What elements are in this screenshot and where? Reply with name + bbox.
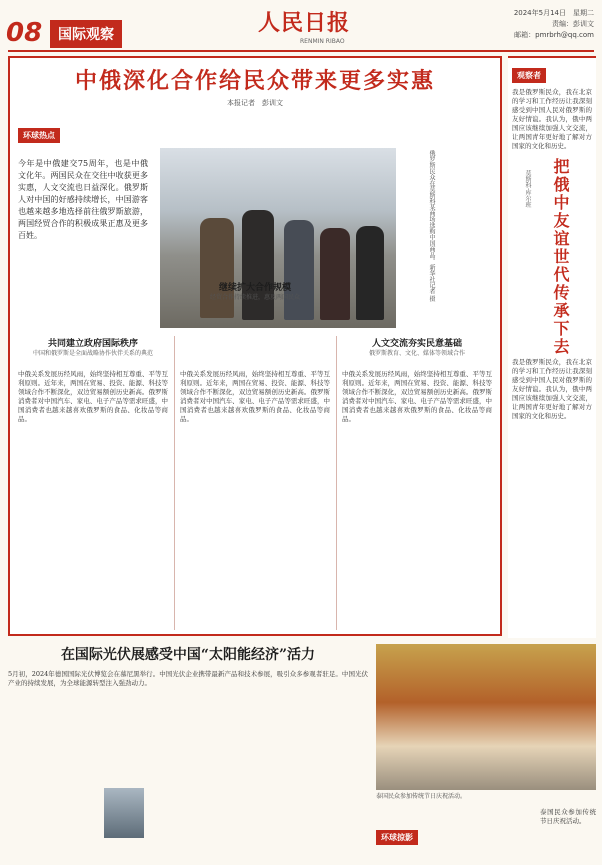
commentary-column <box>508 56 596 638</box>
page-number: 08 <box>6 18 43 48</box>
column-divider <box>174 336 175 630</box>
small-photo <box>104 788 144 838</box>
commentary-title: 把俄中友谊世代传承下去 <box>551 158 570 356</box>
main-byline: 本报记者 彭训文 <box>227 99 283 107</box>
festival-caption: 泰国民众参加传统节日庆祝活动。 <box>376 793 467 800</box>
commentary-body: 我是俄罗斯民众，我在北京的学习和工作经历让我深刻感受到中国人民对俄罗斯的友好情谊。我认为，俄中两国应该继续加强人文交流，让两国青年更好地了解对方国家的文化和历史。 <box>512 358 592 420</box>
subhead-1: 共同建立政府国际秩序 <box>47 339 138 349</box>
header-rule <box>8 50 594 52</box>
newspaper-logo: 人民日报 <box>258 10 351 36</box>
column-1-text: 中俄关系发展历经风雨，始终坚持相互尊重、平等互利原则。近年来，两国在贸易、投资、能源、科技等领域合作不断深化，双边贸易额创历史新高。俄罗斯消费者对中国汽车、家电、电子产品等需求旺盛，中国消费者也越来越喜欢俄罗斯的食品、化妆品等商品。 <box>18 370 168 423</box>
lower-article-text: 5月初，2024年德国国际光伏博览会在慕尼黑举行。中国光伏企业携带最新产品和技术参展，吸引众多参观者驻足。中国光伏产业的持续发展，为全球能源转型注入强劲动力。 <box>8 670 368 687</box>
editor-name: 责编：彭训文 <box>552 20 594 28</box>
main-headline: 中俄深化合作给民众带来更多实惠 <box>74 68 435 94</box>
subhead-3: 人文交流夯实民意基础 <box>371 339 462 349</box>
commentary-tag: 观察者 <box>512 68 546 83</box>
newspaper-logo-sub: RENMIN RIBAO <box>300 38 345 45</box>
subnote-1: 中国和俄罗斯是全面战略协作伙伴关系的典范 <box>32 350 153 357</box>
commentary-intro: 我是俄罗斯民众，我在北京的学习和工作经历让我深刻感受到中国人民对俄罗斯的友好情谊。我认为，俄中两国应该继续加强人文交流，让两国青年更好地了解对方国家的文化和历史。 <box>512 88 592 150</box>
photo-caption: 俄罗斯民众在莫斯科某商场选购中国商品。新华社记者 摄 <box>428 150 435 302</box>
issue-date: 2024年5月14日 星期二 <box>513 9 594 17</box>
corner-tag: 环球掠影 <box>376 830 418 845</box>
main-article <box>8 56 502 636</box>
lower-headline: 在国际光伏展感受中国“太阳能经济”活力 <box>60 647 316 663</box>
article-tag: 环球热点 <box>18 128 60 143</box>
subhead-2: 继续扩大合作规模 <box>218 283 291 293</box>
subnote-2: 经贸合作持续推进，惠及两国民众 <box>209 294 300 301</box>
page-header <box>0 0 602 50</box>
header-info <box>514 8 594 41</box>
editor-email: 邮箱：pmrbrh@qq.com <box>514 31 594 39</box>
column-3-text: 中俄关系发展历经风雨，始终坚持相互尊重、平等互利原则。近年来，两国在贸易、投资、能源、科技等领域合作不断深化，双边贸易额创历史新高。俄罗斯消费者对中国汽车、家电、电子产品等需求旺盛，中国消费者也越来越喜欢俄罗斯的食品、化妆品等商品。 <box>342 370 492 423</box>
section-label: 国际观察 <box>50 20 122 48</box>
column-2-text: 中俄关系发展历经风雨，始终坚持相互尊重、平等互利原则。近年来，两国在贸易、投资、能源、科技等领域合作不断深化，双边贸易额创历史新高。俄罗斯消费者对中国汽车、家电、电子产品等需求旺盛，中国消费者也越来越喜欢俄罗斯的食品、化妆品等商品。 <box>180 370 330 423</box>
commentary-author: 莫斯科·库尔班 <box>524 170 531 208</box>
corner-text: 泰国民众参加传统节日庆祝活动。 <box>540 808 596 825</box>
festival-photo <box>376 644 596 790</box>
article-lead: 今年是中俄建交75周年，也是中俄文化年。两国民众在交往中收获更多实惠，人文交流也日益深化。俄罗斯人对中国的好感持续增长，中国游客也越来越多地选择前往俄罗斯旅游，两国经贸合作的积极成果正惠及更多百姓。 <box>18 159 148 240</box>
subnote-3: 俄罗斯教育、文化、媒体等领域合作 <box>368 350 465 357</box>
column-divider <box>336 336 337 630</box>
